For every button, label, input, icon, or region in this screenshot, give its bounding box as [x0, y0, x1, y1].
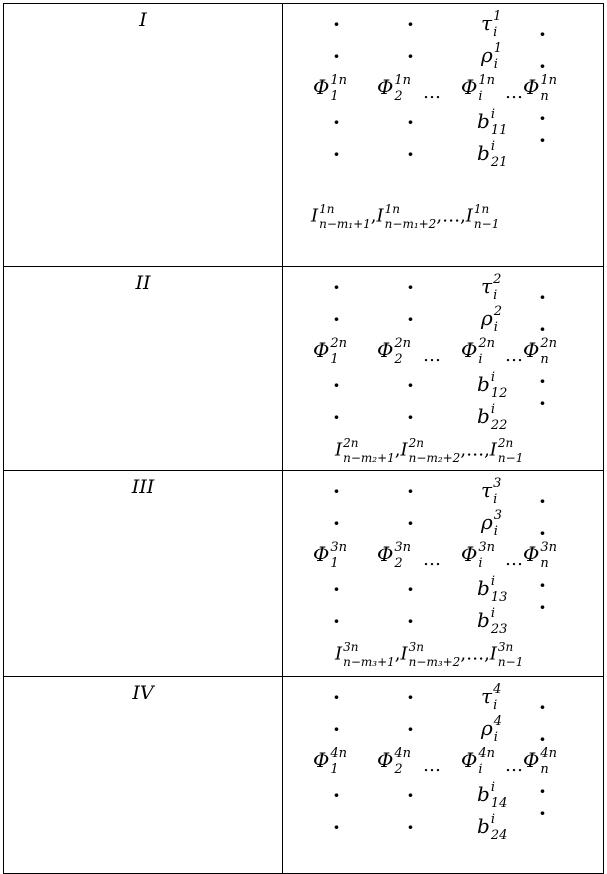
scheme-table: [3, 3, 604, 874]
phi-symbol-sup: 3n: [540, 540, 558, 555]
phi-symbol-base: Φ: [461, 338, 478, 363]
tau-symbol-scripts: [493, 477, 501, 506]
column-dot: ·: [407, 815, 414, 839]
right-dot: ·: [539, 573, 546, 597]
tau-symbol-base: τ: [481, 684, 493, 709]
b2-symbol-sub: 21: [490, 154, 508, 170]
right-dot: ·: [539, 521, 546, 545]
b2-symbol-scripts: [491, 607, 508, 636]
tau-symbol-scripts: [493, 683, 501, 712]
tau-symbol: [481, 683, 501, 712]
b1-symbol-scripts: [491, 108, 508, 137]
phi-symbol-scripts: [478, 74, 495, 103]
phi-symbol-sup: 3n: [330, 540, 348, 555]
phi-symbol-sub: 1: [330, 351, 339, 367]
phi-symbol-scripts: [394, 337, 411, 366]
phi-symbol-sup: 3n: [478, 540, 496, 555]
rho-symbol-sup: 2: [493, 304, 503, 319]
b1-symbol-base: b: [477, 782, 490, 807]
rho-symbol-sub: i: [493, 523, 498, 539]
phi-symbol-sup: 4n: [478, 746, 496, 761]
index-I-base: I: [335, 439, 343, 461]
phi-ellipsis: …: [505, 549, 523, 570]
index-list-ellipsis: …: [466, 439, 485, 461]
rho-symbol-sup: 4: [493, 714, 503, 729]
column-dot: ·: [407, 405, 414, 429]
row-formula-cell: [283, 4, 604, 267]
b2-symbol-scripts: [491, 140, 508, 169]
phi-ellipsis: …: [505, 82, 523, 103]
index-list-ellipsis: …: [442, 205, 461, 227]
index-I-sub: n−1: [473, 216, 500, 231]
column-dot: ·: [407, 307, 414, 331]
right-dot: ·: [539, 391, 546, 415]
column-dot: ·: [333, 511, 340, 535]
phi-symbol-sub: i: [478, 555, 483, 571]
index-list-ellipsis: …: [466, 643, 485, 665]
column-dot: ·: [407, 373, 414, 397]
column-dot: ·: [333, 609, 340, 633]
phi-symbol-sup: 2n: [394, 336, 412, 351]
index-list: [311, 203, 499, 230]
phi-symbol-scripts: [540, 747, 557, 776]
phi-symbol: [461, 541, 495, 570]
column-dot: ·: [407, 275, 414, 299]
phi-ellipsis: …: [423, 82, 441, 103]
column-dot: ·: [333, 44, 340, 68]
phi-symbol-base: Φ: [377, 542, 394, 567]
tau-symbol-sub: i: [493, 491, 498, 507]
phi-symbol-base: Φ: [523, 75, 540, 100]
column-dot: ·: [407, 110, 414, 134]
phi-symbol-base: Φ: [313, 338, 330, 363]
b1-symbol-scripts: [491, 371, 508, 400]
phi-symbol-scripts: [330, 337, 347, 366]
phi-symbol-scripts: [478, 541, 495, 570]
phi-symbol-sub: i: [478, 88, 483, 104]
b1-symbol-sup: i: [490, 780, 495, 795]
column-dot: ·: [407, 12, 414, 36]
phi-symbol-sup: 1n: [394, 73, 412, 88]
rho-symbol: [481, 715, 502, 744]
rho-symbol-base: ρ: [481, 43, 493, 68]
right-dot: ·: [539, 317, 546, 341]
index-I-sup: 2n: [408, 436, 425, 450]
tau-symbol-sup: 1: [493, 9, 502, 24]
phi-ellipsis: …: [423, 345, 441, 366]
index-I-sup: 3n: [343, 640, 359, 654]
b1-symbol-sup: i: [490, 370, 495, 385]
phi-symbol-scripts: [540, 337, 557, 366]
b2-symbol-base: b: [477, 404, 490, 429]
index-list: [335, 437, 523, 464]
rho-symbol-base: ρ: [481, 306, 493, 331]
index-I-base: I: [400, 643, 408, 665]
index-I-sub: n−m₂+1: [343, 450, 395, 465]
phi-ellipsis: …: [505, 345, 523, 366]
rho-symbol: [481, 305, 502, 334]
index-list-separator: ,: [460, 205, 466, 227]
index-list-separator: ,: [370, 205, 377, 227]
right-dot: ·: [539, 489, 546, 513]
scheme-row: [4, 677, 604, 874]
phi-symbol-scripts: [394, 74, 411, 103]
tau-symbol-scripts: [493, 10, 501, 39]
phi-symbol-sup: 4n: [394, 746, 412, 761]
index-I-sup: 2n: [497, 436, 514, 450]
b1-symbol-sub: 14: [490, 795, 508, 811]
b2-symbol: [477, 813, 507, 842]
phi-symbol: [377, 337, 411, 366]
index-I-base: I: [489, 439, 497, 461]
b1-symbol-base: b: [477, 372, 490, 397]
phi-symbol-base: Φ: [523, 748, 540, 773]
index-I-base: I: [400, 439, 408, 461]
phi-symbol-sub: i: [478, 761, 483, 777]
b2-symbol-sup: i: [490, 812, 495, 827]
index-I-sup: 3n: [408, 640, 425, 654]
phi-symbol: [377, 74, 411, 103]
right-dot: ·: [539, 22, 546, 46]
index-I-sub: n−1: [497, 654, 524, 669]
row-roman-numeral: III: [131, 476, 155, 498]
b2-symbol-base: b: [477, 814, 490, 839]
index-I-sup: 2n: [343, 436, 359, 450]
phi-symbol-scripts: [540, 541, 557, 570]
column-dot: ·: [333, 685, 340, 709]
column-dot: ·: [333, 110, 340, 134]
column-dot: ·: [333, 405, 340, 429]
phi-symbol-scripts: [540, 74, 557, 103]
phi-symbol-sub: n: [540, 555, 549, 571]
b1-symbol: [477, 781, 507, 810]
index-I-scripts: [498, 641, 523, 668]
scheme-row: [4, 471, 604, 677]
column-dot: ·: [407, 609, 414, 633]
column-dot: ·: [333, 479, 340, 503]
b2-symbol-scripts: [491, 813, 508, 842]
b2-symbol-scripts: [491, 403, 508, 432]
rho-symbol-base: ρ: [481, 510, 493, 535]
index-I-scripts: [474, 203, 499, 230]
column-dot: ·: [333, 12, 340, 36]
right-dot: ·: [539, 695, 546, 719]
column-dot: ·: [333, 373, 340, 397]
b2-symbol-sup: i: [490, 402, 495, 417]
index-list-separator: ,: [484, 439, 490, 461]
scheme-row: [4, 267, 604, 471]
phi-symbol-sub: 1: [330, 761, 339, 777]
phi-symbol: [523, 541, 557, 570]
b1-symbol-sub: 12: [490, 385, 508, 401]
tau-symbol-sub: i: [493, 24, 498, 40]
index-I-scripts: [343, 437, 395, 464]
phi-symbol-scripts: [330, 541, 347, 570]
b1-symbol-base: b: [477, 109, 490, 134]
tau-symbol-sup: 4: [493, 682, 502, 697]
phi-symbol-sup: 2n: [478, 336, 496, 351]
column-dot: ·: [407, 577, 414, 601]
index-I-sub: n−m₁+2: [384, 216, 437, 231]
phi-symbol-base: Φ: [523, 542, 540, 567]
tau-symbol-sup: 2: [493, 272, 502, 287]
phi-symbol-sub: 2: [394, 761, 403, 777]
row-formula-cell: [283, 267, 604, 471]
phi-symbol-base: Φ: [313, 75, 330, 100]
row-label-cell: [4, 677, 283, 874]
phi-symbol-scripts: [330, 74, 347, 103]
phi-symbol-sup: 3n: [394, 540, 412, 555]
phi-symbol-base: Φ: [313, 542, 330, 567]
tau-symbol-scripts: [493, 273, 501, 302]
right-dot: ·: [539, 779, 546, 803]
rho-symbol: [481, 509, 502, 538]
phi-symbol: [313, 337, 347, 366]
scheme-table-body: [4, 4, 604, 874]
rho-symbol-scripts: [494, 42, 502, 71]
phi-symbol: [313, 541, 347, 570]
rho-symbol-scripts: [494, 509, 502, 538]
b1-symbol-sub: 13: [490, 589, 508, 605]
column-dot: ·: [407, 717, 414, 741]
column-dot: ·: [407, 685, 414, 709]
rho-symbol-sub: i: [493, 319, 498, 335]
rho-symbol-sup: 1: [493, 41, 503, 56]
b1-symbol-base: b: [477, 576, 490, 601]
index-I-base: I: [335, 643, 343, 665]
row-formula-cell: [283, 677, 604, 874]
b2-symbol-sup: i: [490, 606, 495, 621]
phi-symbol-base: Φ: [461, 75, 478, 100]
index-I-sub: n−m₁+1: [319, 216, 371, 231]
b2-symbol-base: b: [477, 608, 490, 633]
index-I-sup: 1n: [473, 202, 490, 216]
tau-symbol: [481, 477, 501, 506]
index-I-sub: n−1: [497, 450, 524, 465]
b1-symbol-sup: i: [490, 107, 495, 122]
phi-symbol-base: Φ: [461, 748, 478, 773]
phi-symbol-sub: 2: [394, 555, 403, 571]
rho-symbol-sup: 3: [493, 508, 503, 523]
right-dot: ·: [539, 801, 546, 825]
phi-symbol: [461, 337, 495, 366]
rho-symbol-sub: i: [493, 729, 498, 745]
b1-symbol-scripts: [491, 575, 508, 604]
column-dot: ·: [407, 511, 414, 535]
index-I-scripts: [409, 437, 461, 464]
phi-symbol: [313, 747, 347, 776]
index-I-sup: 1n: [384, 202, 401, 216]
row-label-cell: [4, 471, 283, 677]
row-roman-numeral: II: [135, 272, 151, 294]
phi-ellipsis: …: [423, 549, 441, 570]
b1-symbol: [477, 108, 507, 137]
b2-symbol-sub: 24: [490, 827, 508, 843]
index-list-separator: ,: [436, 205, 443, 227]
phi-symbol: [523, 337, 557, 366]
rho-symbol-sub: i: [493, 56, 498, 72]
column-dot: ·: [333, 577, 340, 601]
phi-symbol: [377, 747, 411, 776]
phi-symbol-sup: 1n: [478, 73, 496, 88]
column-dot: ·: [407, 783, 414, 807]
phi-symbol-sub: n: [540, 351, 549, 367]
row-formula-cell: [283, 471, 604, 677]
phi-symbol-scripts: [330, 747, 347, 776]
row-label-cell: [4, 4, 283, 267]
b1-symbol-sup: i: [490, 574, 495, 589]
column-dot: ·: [333, 783, 340, 807]
index-I-base: I: [311, 205, 319, 227]
phi-symbol-sup: 2n: [540, 336, 558, 351]
rho-symbol-scripts: [494, 715, 502, 744]
column-dot: ·: [333, 815, 340, 839]
b2-symbol: [477, 140, 507, 169]
phi-symbol: [461, 747, 495, 776]
phi-symbol-sub: 1: [330, 555, 339, 571]
index-list-separator: ,: [394, 643, 401, 665]
tau-symbol-base: τ: [481, 478, 493, 503]
right-dot: ·: [539, 595, 546, 619]
phi-symbol: [523, 747, 557, 776]
b2-symbol: [477, 607, 507, 636]
b1-symbol-scripts: [491, 781, 508, 810]
b2-symbol-sub: 22: [490, 417, 508, 433]
phi-symbol-sup: 1n: [540, 73, 558, 88]
b2-symbol: [477, 403, 507, 432]
index-I-scripts: [343, 641, 395, 668]
phi-symbol-sup: 1n: [330, 73, 348, 88]
column-dot: ·: [333, 275, 340, 299]
right-dot: ·: [539, 369, 546, 393]
tau-symbol: [481, 273, 501, 302]
tau-symbol-base: τ: [481, 11, 493, 36]
index-I-sub: n−m₃+2: [408, 654, 461, 669]
b2-symbol-base: b: [477, 141, 490, 166]
column-dot: ·: [333, 717, 340, 741]
index-I-scripts: [498, 437, 523, 464]
index-list-separator: ,: [394, 439, 401, 461]
phi-symbol-base: Φ: [377, 748, 394, 773]
phi-symbol: [461, 74, 495, 103]
index-I-base: I: [376, 205, 384, 227]
column-dot: ·: [333, 307, 340, 331]
phi-symbol-sub: 1: [330, 88, 339, 104]
index-list-separator: ,: [460, 439, 467, 461]
index-I-base: I: [489, 643, 497, 665]
phi-symbol-base: Φ: [523, 338, 540, 363]
phi-symbol-base: Φ: [461, 542, 478, 567]
b1-symbol: [477, 575, 507, 604]
column-dot: ·: [407, 479, 414, 503]
phi-symbol-sup: 4n: [540, 746, 558, 761]
phi-symbol-scripts: [478, 337, 495, 366]
index-I-sup: 1n: [319, 202, 335, 216]
index-list: [335, 641, 523, 668]
scheme-row: [4, 4, 604, 267]
tau-symbol-sub: i: [493, 287, 498, 303]
b1-symbol-sub: 11: [490, 122, 508, 138]
phi-symbol: [313, 74, 347, 103]
index-I-scripts: [409, 641, 461, 668]
phi-ellipsis: …: [423, 755, 441, 776]
right-dot: ·: [539, 54, 546, 78]
right-dot: ·: [539, 285, 546, 309]
row-label-cell: [4, 267, 283, 471]
right-dot: ·: [539, 727, 546, 751]
b2-symbol-sub: 23: [490, 621, 508, 637]
right-dot: ·: [539, 106, 546, 130]
phi-ellipsis: …: [505, 755, 523, 776]
phi-symbol-scripts: [394, 747, 411, 776]
index-I-sub: n−m₂+2: [408, 450, 461, 465]
tau-symbol: [481, 10, 501, 39]
phi-symbol-base: Φ: [377, 338, 394, 363]
rho-symbol-scripts: [494, 305, 502, 334]
row-roman-numeral: I: [139, 9, 147, 31]
phi-symbol-sub: 2: [394, 88, 403, 104]
index-I-scripts: [385, 203, 437, 230]
phi-symbol-sub: i: [478, 351, 483, 367]
phi-symbol-sup: 4n: [330, 746, 348, 761]
b1-symbol: [477, 371, 507, 400]
phi-symbol-sub: n: [540, 761, 549, 777]
column-dot: ·: [407, 142, 414, 166]
phi-symbol-base: Φ: [377, 75, 394, 100]
index-I-base: I: [465, 205, 473, 227]
row-roman-numeral: IV: [132, 682, 154, 704]
index-I-sup: 3n: [497, 640, 514, 654]
tau-symbol-base: τ: [481, 274, 493, 299]
b2-symbol-sup: i: [490, 139, 495, 154]
phi-symbol: [377, 541, 411, 570]
column-dot: ·: [407, 44, 414, 68]
index-list-separator: ,: [460, 643, 467, 665]
column-dot: ·: [333, 142, 340, 166]
phi-symbol-sub: n: [540, 88, 549, 104]
rho-symbol: [481, 42, 502, 71]
phi-symbol-sub: 2: [394, 351, 403, 367]
phi-symbol-sup: 2n: [330, 336, 348, 351]
phi-symbol: [523, 74, 557, 103]
phi-symbol-scripts: [394, 541, 411, 570]
tau-symbol-sup: 3: [493, 476, 502, 491]
index-I-sub: n−m₃+1: [343, 654, 395, 669]
rho-symbol-base: ρ: [481, 716, 493, 741]
index-I-scripts: [319, 203, 371, 230]
tau-symbol-sub: i: [493, 697, 498, 713]
phi-symbol-base: Φ: [313, 748, 330, 773]
phi-symbol-scripts: [478, 747, 495, 776]
index-list-separator: ,: [484, 643, 490, 665]
right-dot: ·: [539, 128, 546, 152]
